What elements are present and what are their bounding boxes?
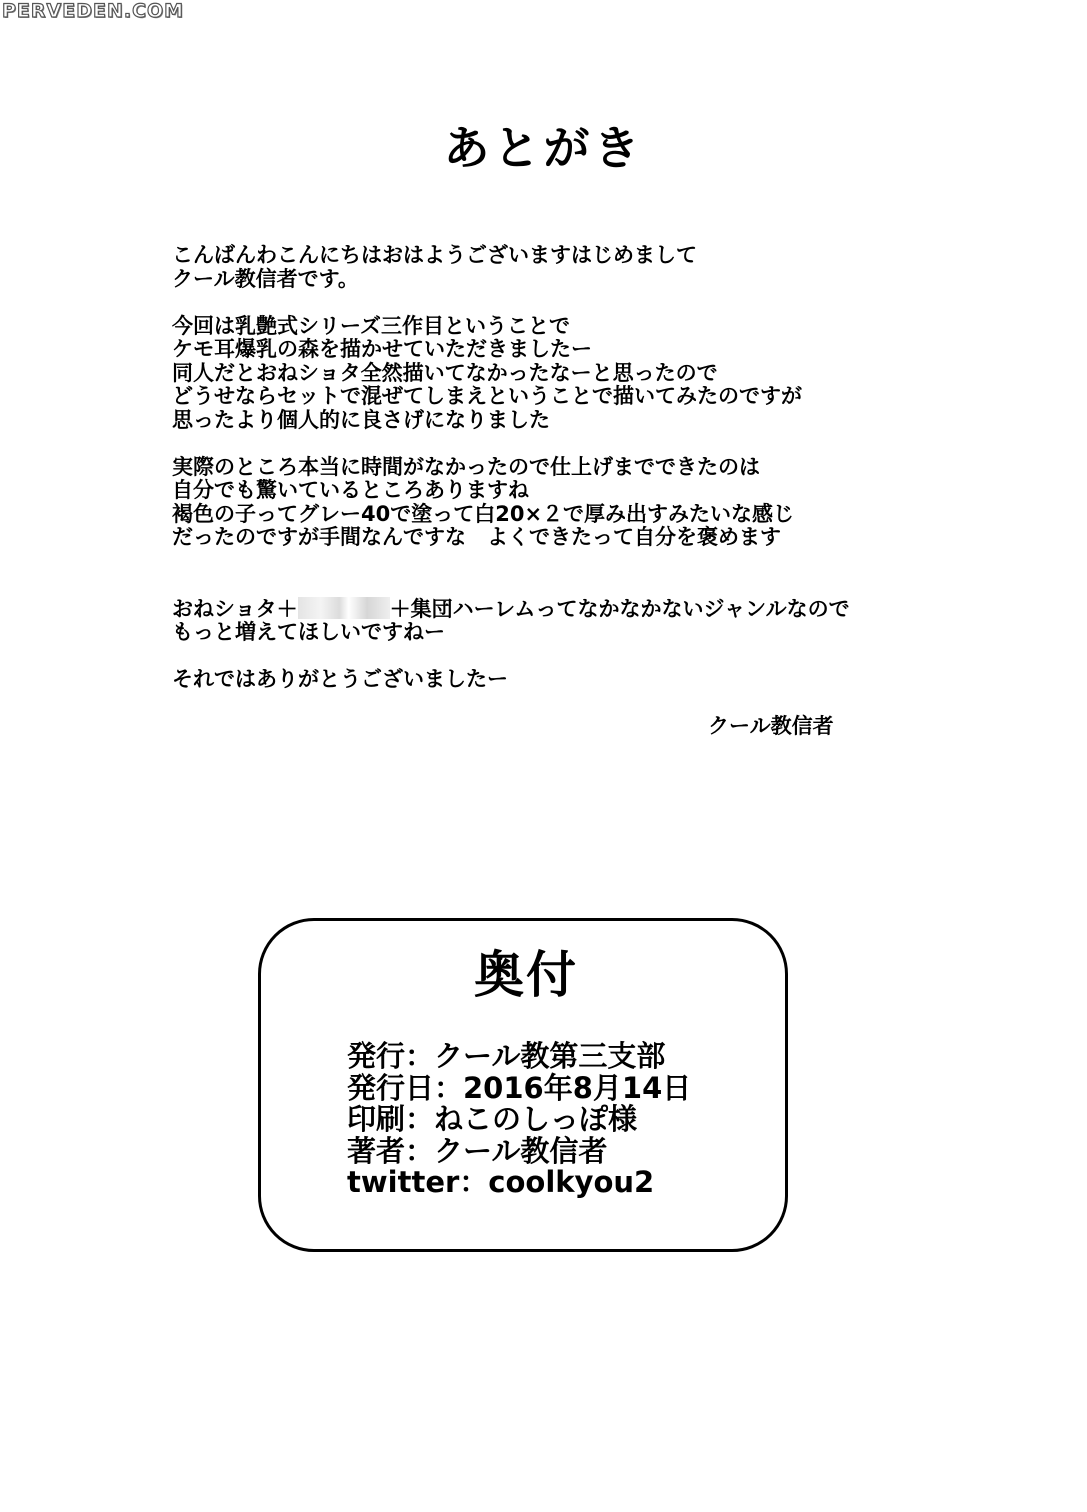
colophon-publisher: 発行：クール教第三支部 bbox=[347, 1039, 666, 1073]
text-line: こんばんわこんにちはおはようございますはじめまして bbox=[172, 243, 697, 267]
author-signature: クール教信者 bbox=[708, 714, 834, 738]
colophon-printer: 印刷：ねこのしっぽ様 bbox=[347, 1102, 638, 1136]
text-line: 褐色の子ってグレー40で塗って白20×２で厚み出すみたいな感じ bbox=[172, 501, 795, 526]
colophon-twitter: twitter：coolkyou2 bbox=[347, 1165, 655, 1199]
paragraph-genre bbox=[172, 597, 972, 645]
censored-text-block bbox=[298, 597, 390, 619]
afterword-body bbox=[172, 244, 972, 692]
text-line bbox=[172, 597, 972, 622]
text-line: クール教信者です。 bbox=[172, 266, 359, 291]
site-watermark: PERVEDEN.COM bbox=[2, 0, 185, 22]
text-line: ケモ耳爆乳の森を描かせていただきましたー bbox=[172, 337, 592, 361]
colophon-title: 奥付 bbox=[474, 946, 578, 1004]
paragraph-about-work bbox=[172, 315, 972, 433]
colophon-box bbox=[258, 918, 788, 1252]
paragraph-greeting bbox=[172, 244, 972, 291]
text-segment: おねショタ＋ bbox=[172, 596, 298, 621]
paragraph-production bbox=[172, 456, 972, 550]
text-line: もっと増えてほしいですねー bbox=[172, 620, 445, 644]
text-line: 自分でも驚いているところありますね bbox=[172, 478, 529, 502]
text-line: それではありがとうございましたー bbox=[172, 667, 508, 691]
text-line: 実際のところ本当に時間がなかったので仕上げまでできたのは bbox=[172, 454, 760, 479]
colophon-date: 発行日：2016年8月14日 bbox=[347, 1070, 692, 1105]
text-segment: ＋集団ハーレムってなかなかないジャンルなので bbox=[389, 596, 850, 621]
text-line: 同人だとおねショタ全然描いてなかったなーと思ったので bbox=[172, 360, 718, 385]
text-line: だったのですが手間なんですな よくできたって自分を褒めます bbox=[172, 525, 781, 549]
afterword-title: あとがき bbox=[443, 121, 644, 175]
text-line: どうせならセットで混ぜてしまえということで描いてみたのですが bbox=[172, 384, 802, 408]
colophon-details bbox=[347, 1041, 691, 1199]
text-line: 今回は乳艶式シリーズ三作目ということで bbox=[172, 313, 570, 338]
paragraph-closing bbox=[172, 668, 972, 692]
text-line: 思ったより個人的に良さげになりました bbox=[172, 407, 550, 432]
colophon-author: 著者：クール教信者 bbox=[347, 1133, 608, 1168]
